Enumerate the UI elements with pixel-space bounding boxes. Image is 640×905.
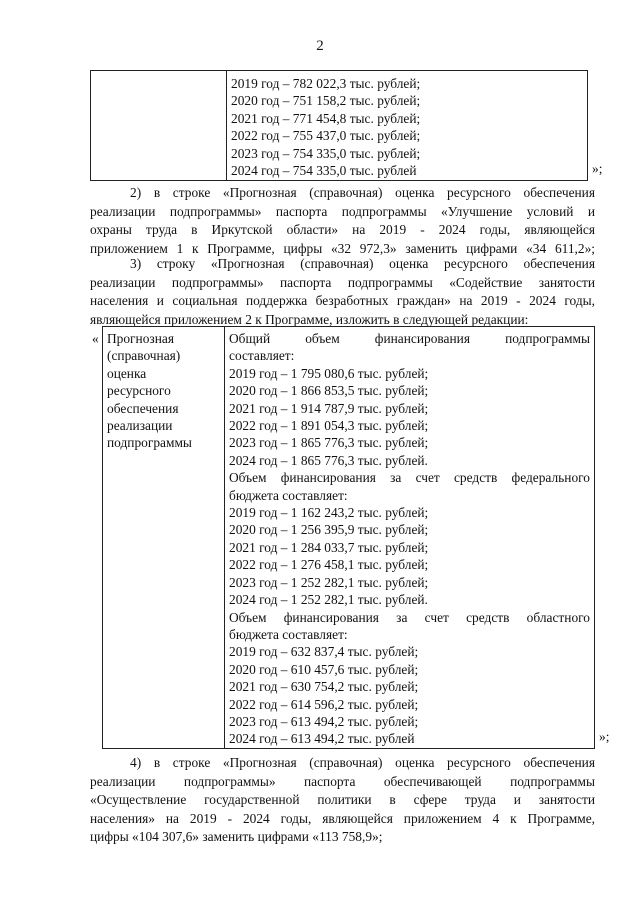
row-label-line: оценка (107, 365, 147, 381)
paragraph-line: реализации подпрограммы» паспорта подпрограммы «Содействие занятости (90, 274, 595, 290)
row-label-line: реализации (107, 418, 173, 434)
total-line: 2022 год – 1 891 054,3 тыс. рублей; (229, 418, 429, 434)
regional-line: 2024 год – 613 494,2 тыс. рублей (229, 731, 415, 747)
paragraph-line: приложением 1 к Программе, цифры «32 972,3» заменить цифрами «34 611,2»; (90, 240, 595, 256)
page-number: 2 (316, 38, 324, 54)
paragraph-line: 2) в строке «Прогнозная (справочная) оценка ресурсного обеспечения (130, 185, 595, 200)
paragraph-line: населения и социальная поддержка безработных граждан» на 2019 - 2024 годы, (90, 293, 595, 309)
total-line: 2021 год – 1 914 787,9 тыс. рублей; (229, 400, 429, 416)
paragraph-2 (90, 184, 595, 258)
table1-right-cell (227, 71, 588, 181)
total-line: 2023 год – 1 865 776,3 тыс. рублей; (229, 435, 429, 451)
paragraph-line: являющейся приложением 2 к Программе, изложить в следующей редакции: (90, 311, 529, 327)
federal-header: бюджета составляет: (229, 487, 348, 503)
total-header: Общий объем финансирования подпрограммы (229, 331, 590, 346)
funding-table-continuation (90, 70, 588, 181)
paragraph-line: охраны труда в Иркутской области» на 2019 - 2024 годы, являющейся (90, 222, 595, 238)
federal-line: 2020 год – 1 256 395,9 тыс. рублей; (229, 522, 429, 538)
federal-line: 2022 год – 1 276 458,1 тыс. рублей; (229, 557, 429, 573)
table1-line: 2024 год – 754 335,0 тыс. рублей (231, 163, 417, 179)
row-label-line: подпрограммы (107, 435, 192, 451)
regional-line: 2022 год – 614 596,2 тыс. рублей; (229, 696, 419, 712)
paragraph-4 (90, 754, 595, 847)
regional-line: 2020 год – 610 457,6 тыс. рублей; (229, 661, 419, 677)
federal-header: Объем финансирования за счет средств федерального (229, 470, 590, 486)
paragraph-line: 4) в строке «Прогнозная (справочная) оценка ресурсного обеспечения (130, 755, 595, 770)
total-line: 2019 год – 1 795 080,6 тыс. рублей; (229, 365, 429, 381)
row-label-line: (справочная) (107, 348, 181, 364)
regional-header: Объем финансирования за счет средств областного (229, 609, 590, 625)
table2-right-cell (225, 327, 595, 749)
total-header: составляет: (229, 348, 295, 364)
paragraph-line: населения» на 2019 - 2024 годы, являющейся приложением 4 к Программе, (90, 810, 595, 826)
table1-line: 2020 год – 751 158,2 тыс. рублей; (231, 93, 421, 109)
federal-line: 2019 год – 1 162 243,2 тыс. рублей; (229, 505, 429, 521)
table1-line: 2019 год – 782 022,3 тыс. рублей; (231, 76, 421, 91)
funding-table (102, 326, 595, 749)
paragraph-line: 3) строку «Прогнозная (справочная) оценка ресурсного обеспечения (130, 256, 595, 271)
regional-line: 2023 год – 613 494,2 тыс. рублей; (229, 713, 419, 729)
paragraph-line: реализации подпрограммы» паспорта подпрограммы «Улучшение условий и (90, 203, 595, 219)
row-label-line: ресурсного (107, 383, 171, 399)
paragraph-line: «Осуществление государственной политики в сфере труда и занятости (90, 792, 595, 808)
table2-left-cell (103, 327, 225, 749)
regional-line: 2021 год – 630 754,2 тыс. рублей; (229, 679, 419, 695)
total-line: 2024 год – 1 865 776,3 тыс. рублей. (229, 452, 428, 468)
paragraph-line: реализации подпрограммы» паспорта обеспечивающей подпрограммы (90, 773, 595, 789)
federal-line: 2021 год – 1 284 033,7 тыс. рублей; (229, 539, 429, 555)
table1-close-quote: »; (592, 161, 603, 176)
table1-line: 2022 год – 755 437,0 тыс. рублей; (231, 128, 421, 144)
paragraph-3 (90, 255, 595, 329)
table1-line: 2023 год – 754 335,0 тыс. рублей; (231, 145, 421, 161)
federal-line: 2023 год – 1 252 282,1 тыс. рублей; (229, 574, 429, 590)
federal-line: 2024 год – 1 252 282,1 тыс. рублей. (229, 592, 428, 608)
table1-line: 2021 год – 771 454,8 тыс. рублей; (231, 110, 421, 126)
table2-close-quote: »; (599, 729, 610, 744)
regional-header: бюджета составляет: (229, 626, 348, 642)
paragraph-line: цифры «104 307,6» заменить цифрами «113 758,9»; (90, 829, 383, 845)
total-line: 2020 год – 1 866 853,5 тыс. рублей; (229, 383, 429, 399)
table2-open-quote: « (92, 331, 99, 346)
table1-left-cell (91, 71, 227, 181)
row-label-line: Прогнозная (107, 331, 174, 346)
regional-line: 2019 год – 632 837,4 тыс. рублей; (229, 644, 419, 660)
row-label-line: обеспечения (107, 400, 179, 416)
